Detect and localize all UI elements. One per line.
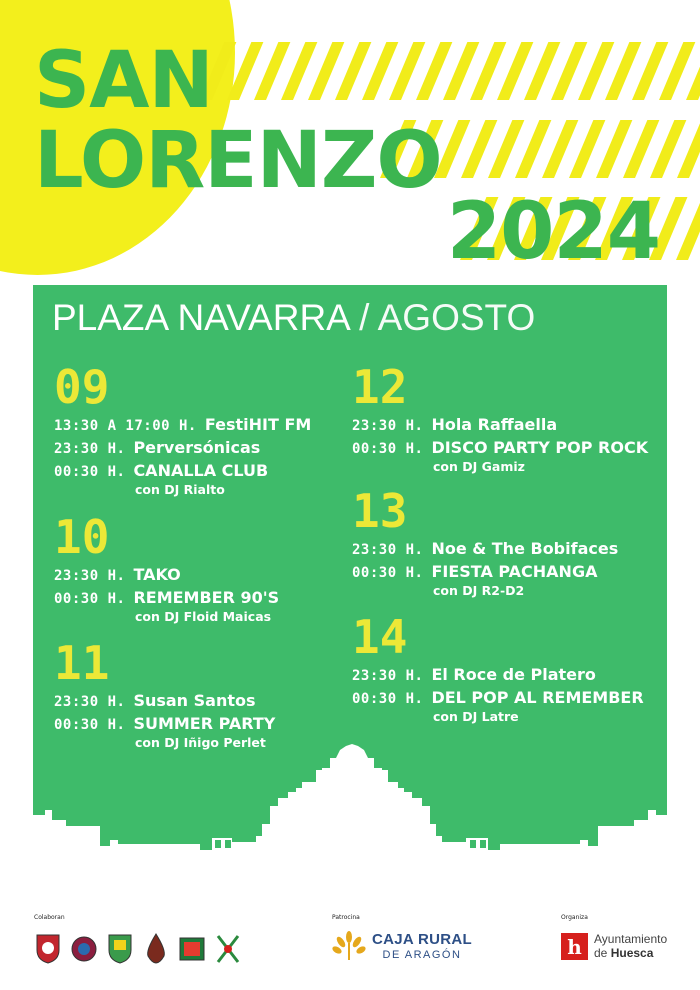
- event-row: [54, 463, 311, 479]
- event-time: 00:30 H.: [352, 441, 424, 457]
- event-name: TAKO: [133, 565, 181, 584]
- day-block-14: [352, 610, 644, 724]
- day-block-13: [352, 484, 619, 598]
- huesca-h-logo: h: [561, 933, 588, 960]
- event-name: Noe & The Bobifaces: [431, 539, 619, 558]
- event-name: Susan Santos: [133, 691, 256, 710]
- peña-drop-logo-4: [142, 932, 170, 964]
- venue-heading: [52, 299, 535, 336]
- event-time: 23:30 H.: [352, 418, 424, 434]
- day-number: 11: [54, 636, 110, 690]
- event-name: REMEMBER 90'S: [133, 588, 280, 607]
- organiza-label: Organiza: [561, 914, 588, 921]
- event-name: Perversónicas: [133, 438, 261, 457]
- event-dj: con DJ R2-D2: [433, 583, 525, 598]
- sponsor-name: CAJA RURAL: [372, 930, 472, 948]
- skyline-window: [470, 840, 476, 848]
- event-row: [54, 716, 275, 732]
- event-dj: con DJ Iñigo Perlet: [135, 735, 266, 750]
- event-time: 00:30 H.: [352, 691, 424, 707]
- peña-crossed-logo-6: [214, 932, 242, 964]
- title-line-2: LORENZO: [34, 116, 442, 206]
- event-row: [54, 693, 275, 709]
- venue-separator: /: [359, 297, 370, 338]
- event-row: [352, 440, 648, 456]
- event-row: [352, 564, 618, 580]
- event-time: 23:30 H.: [352, 542, 424, 558]
- day-number: 09: [54, 360, 110, 414]
- skyline-window: [215, 840, 221, 848]
- event-name: El Roce de Platero: [431, 665, 596, 684]
- title-year: 2024: [446, 187, 660, 277]
- colaboran-label: Colaboran: [34, 914, 65, 921]
- skyline-window: [480, 840, 486, 848]
- event-dj: con DJ Gamiz: [433, 459, 525, 474]
- event-row: [352, 690, 644, 706]
- wheat-icon: [332, 931, 366, 961]
- venue-month: AGOSTO: [377, 297, 536, 338]
- collaborator-logos: [34, 932, 242, 964]
- event-row: [54, 417, 311, 433]
- day-number: 10: [54, 510, 110, 564]
- plaza-skyline-silhouette: [0, 740, 700, 890]
- event-dj: con DJ Floid Maicas: [135, 609, 272, 624]
- event-row: [54, 567, 279, 583]
- day-number: 13: [352, 484, 408, 538]
- day-number: 14: [352, 610, 408, 664]
- event-time: 23:30 H.: [54, 568, 126, 584]
- event-row: [54, 440, 311, 456]
- peña-shield-logo-3: [106, 932, 134, 964]
- event-row: [352, 541, 618, 557]
- day-block-10: [54, 510, 280, 624]
- venue-place: PLAZA NAVARRA: [52, 297, 349, 338]
- day-block-11: [54, 636, 276, 750]
- day-block-09: [54, 360, 312, 497]
- event-time: 23:30 H.: [352, 668, 424, 684]
- event-row: [352, 417, 648, 433]
- event-time: 13:30 A 17:00 H.: [54, 418, 197, 434]
- organizer-city: Huesca: [610, 945, 654, 960]
- event-time: 00:30 H.: [54, 591, 126, 607]
- sponsor-caja-rural: [332, 931, 472, 961]
- event-time: 00:30 H.: [54, 717, 126, 733]
- event-dj: con DJ Rialto: [135, 482, 225, 497]
- organizer-prefix: de: [594, 945, 608, 960]
- day-block-12: [352, 360, 649, 474]
- patrocina-label: Patrocina: [332, 914, 360, 921]
- event-time: 23:30 H.: [54, 441, 126, 457]
- event-name: FIESTA PACHANGA: [431, 562, 598, 581]
- event-row: [54, 590, 279, 606]
- day-number: 12: [352, 360, 408, 414]
- organizer-line-1: Ayuntamiento: [594, 932, 668, 947]
- event-name: SUMMER PARTY: [133, 714, 276, 733]
- event-name: CANALLA CLUB: [133, 461, 269, 480]
- event-time: 00:30 H.: [54, 464, 126, 480]
- sponsor-region: DE ARAGÓN: [382, 948, 462, 961]
- event-name: DEL POP AL REMEMBER: [431, 688, 644, 707]
- peña-crest-logo-5: [178, 932, 206, 964]
- peña-shield-logo-1: [34, 932, 62, 964]
- skyline-window: [225, 840, 231, 848]
- event-row: [352, 667, 644, 683]
- organizer-ayuntamiento: [561, 933, 667, 960]
- peña-round-logo-2: [70, 932, 98, 964]
- title-line-1: SAN: [34, 36, 213, 126]
- event-name: DISCO PARTY POP ROCK: [431, 438, 649, 457]
- event-name: FestiHIT FM: [204, 415, 312, 434]
- event-time: 23:30 H.: [54, 694, 126, 710]
- event-dj: con DJ Latre: [433, 709, 519, 724]
- event-name: Hola Raffaella: [431, 415, 558, 434]
- event-time: 00:30 H.: [352, 565, 424, 581]
